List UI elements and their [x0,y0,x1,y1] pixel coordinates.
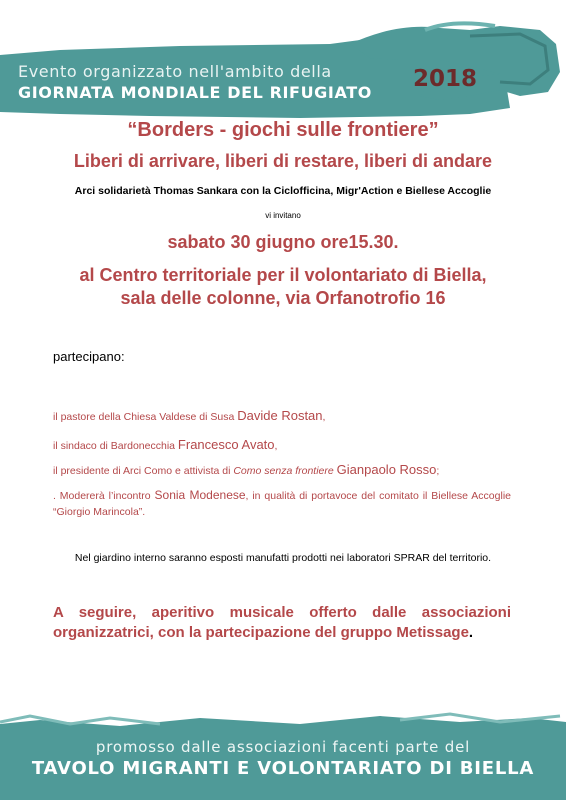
header-line1: Evento organizzato nell'ambito della [18,62,332,81]
venue-line1: al Centro territoriale per il volontariato di Biella, [79,265,487,285]
moderator-name: Sonia Modenese [154,488,246,502]
footer-line1: promosso dalle associazioni facenti parte del [95,738,471,756]
speaker-organization: Como senza frontiere [233,465,334,477]
speaker-item: il pastore della Chiesa Valdese di Susa Davide Rostan, [53,408,326,423]
speaker-role: il presidente di Arci Como e attivista di [53,465,234,477]
speaker-item: il sindaco di Bardonecchia Francesco Avato, [53,437,278,452]
venue-line2: sala delle colonne, via Orfanotrofio 16 [120,288,446,308]
event-date: sabato 30 giugno ore15.30. [167,232,399,252]
speaker-role: il sindaco di Bardonecchia [53,440,178,452]
participants-label: partecipano: [53,349,125,364]
event-venue [0,264,566,310]
speaker-item: il presidente di Arci Como e attivista di Como senza frontiere Gianpaolo Rosso; [53,462,440,477]
speaker-name: Gianpaolo Rosso [336,462,437,477]
footer-line2: TAVOLO MIGRANTI E VOLONTARIATO DI BIELLA [31,758,535,779]
aperitivo-text: A seguire, aperitivo musicale offerto dalle associazioni organizzatrici, con la partecipazione del gruppo Metissage. [53,604,511,641]
header-line2: GIORNATA MONDIALE DEL RIFUGIATO [18,83,372,102]
invite-text: vi invitano [265,211,301,220]
header-year: 2018 [413,66,478,92]
event-subtitle: Liberi di arrivare, liberi di restare, liberi di andare [73,151,493,171]
speaker-name: Francesco Avato [177,437,275,452]
speaker-name: Davide Rostan [237,408,323,423]
footer-text [0,738,566,779]
header-text [18,62,372,102]
speaker-role: il pastore della Chiesa Valdese di Susa [53,411,238,423]
moderator-text: . Modererà l’incontro Sonia Modenese, in qualità di portavoce del comitato il Biellese Accoglie “Giorgio Marincola”. [53,488,511,518]
organizers-text: Arci solidarietà Thomas Sankara con la Ciclofficina, Migr'Action e Biellese Accoglie [74,185,492,197]
event-title: “Borders - giochi sulle frontiere” [127,119,439,141]
garden-note: Nel giardino interno saranno esposti manufatti prodotti nei laboratori SPRAR del territorio. [74,552,492,564]
